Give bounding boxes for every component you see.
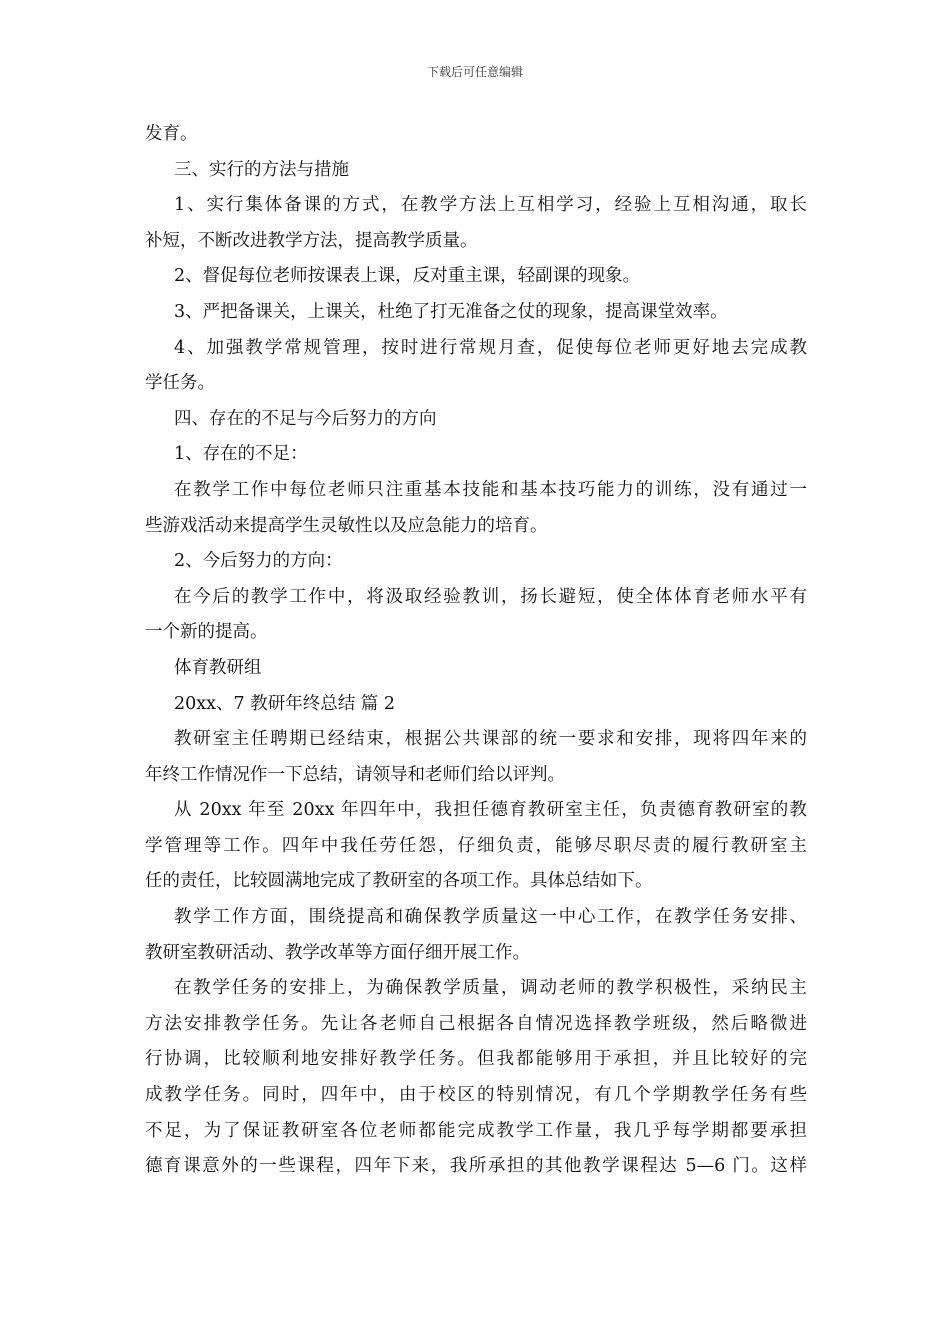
text-line: 在教学工作中每位老师只注重基本技能和基本技巧能力的训练，没有通过一 <box>174 479 807 500</box>
document-body <box>145 117 807 1185</box>
text-line: 2、今后努力的方向： <box>174 551 343 572</box>
text-line: 20xx、7 教研年终总结 篇 2 <box>174 693 395 714</box>
text-line: 学管理等工作。四年中我任劳任怨，仔细负责，能够尽职尽责的履行教研室主 <box>145 835 807 856</box>
text-line: 行协调，比较顺利地安排好教学任务。但我都能够用于承担，并且比较好的完 <box>145 1049 807 1070</box>
text-line: 教学工作方面，围绕提高和确保教学质量这一中心工作，在教学任务安排、 <box>174 907 807 928</box>
text-line: 3、严把备课关，上课关，杜绝了打无准备之仗的现象，提高课堂效率。 <box>174 301 728 322</box>
text-line: 些游戏活动来提高学生灵敏性以及应急能力的培育。 <box>145 515 548 536</box>
text-line: 教研室主任聘期已经结束，根据公共课部的统一要求和安排，现将四年来的 <box>174 729 807 750</box>
text-line: 德育课意外的一些课程，四年下来，我所承担的其他教学课程达 5—6 门。这样 <box>145 1156 807 1177</box>
text-line: 1、存在的不足： <box>174 444 308 465</box>
text-line: 四、存在的不足与今后努力的方向 <box>174 408 437 429</box>
text-line: 从 20xx 年至 20xx 年四年中，我担任德育教研室主任，负责德育教研室的教 <box>174 800 807 821</box>
text-line: 补短，不断改进教学方法，提高教学质量。 <box>145 230 478 251</box>
text-line: 在今后的教学工作中，将汲取经验教训，扬长避短，使全体体育老师水平有 <box>174 586 807 607</box>
text-line: 体育教研组 <box>174 657 262 678</box>
text-line: 不足，为了保证教研室各位老师都能完成教学工作量，我几乎每学期都要承担 <box>145 1120 807 1141</box>
text-line: 在教学任务的安排上，为确保教学质量，调动老师的教学积极性，采纳民主 <box>174 978 807 999</box>
text-line: 2、督促每位老师按课表上课，反对重主课，轻副课的现象。 <box>174 266 641 287</box>
text-line: 任的责任，比较圆满地完成了教研室的各项工作。具体总结如下。 <box>145 871 653 892</box>
text-line: 发育。 <box>145 124 198 144</box>
text-line: 学任务。 <box>145 373 215 394</box>
text-line: 1、实行集体备课的方式，在教学方法上互相学习，经验上互相沟通，取长 <box>174 195 807 216</box>
text-line: 方法安排教学任务。先让各老师自己根据各自情况选择教学班级，然后略微进 <box>145 1013 807 1034</box>
text-line: 成教学任务。同时，四年中，由于校区的特别情况，有几个学期教学任务有些 <box>145 1085 807 1106</box>
text-line: 三、实行的方法与措施 <box>174 159 349 180</box>
text-line: 一个新的提高。 <box>145 622 268 643</box>
text-line: 教研室教研活动、教学改革等方面仔细开展工作。 <box>145 942 530 963</box>
page-header-note: 下载后可任意编辑 <box>426 65 523 79</box>
text-line: 年终工作情况作一下总结，请领导和老师们给以评判。 <box>145 764 565 785</box>
text-line: 4、加强教学常规管理，按时进行常规月查，促使每位老师更好地去完成教 <box>174 337 807 358</box>
